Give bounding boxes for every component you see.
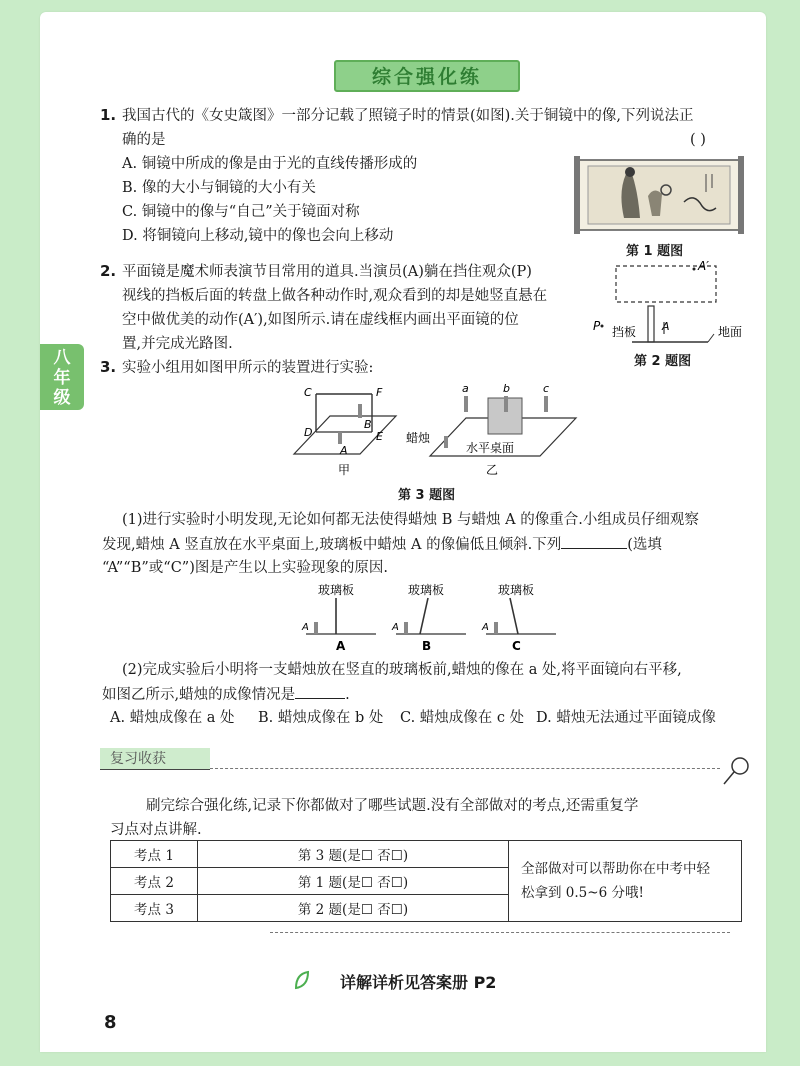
page-number: 8 — [104, 1012, 117, 1033]
q3-jia-label-f: F — [376, 386, 383, 399]
q3-part2-line1: (2)完成实验后小明将一支蜡烛放在竖直的玻璃板前,蜡烛的像在 a 处,将平面镜向右平移, — [122, 662, 682, 678]
table-row — [111, 841, 742, 868]
q3-yi-label-desk: 水平桌面 — [466, 441, 515, 455]
q2-number: 2. — [100, 262, 117, 280]
q3-glass-candle-a: A — [302, 622, 309, 633]
q3-part2-option-b[interactable]: B. 蜡烛成像在 b 处 — [258, 710, 384, 726]
q3-part1-line2-text: 发现,蜡烛 A 竖直放在水平桌面上,玻璃板中蜡烛 A 的像偏低且倾斜.下列 — [102, 537, 562, 553]
q1-stem-line1: 我国古代的《女史箴图》一部分记载了照镜子时的情景(如图).关于铜镜中的像,下列说法正 — [122, 108, 694, 124]
q2-line3: 空中做优美的动作(A′),如图所示.请在虚线框内画出平面镜的位 — [122, 312, 519, 328]
q3-part1-line3: “A”“B”或“C”)图是产生以上实验现象的原因. — [102, 560, 388, 576]
q3-yi-label-b: b — [503, 382, 510, 395]
q3-part2-option-d[interactable]: D. 蜡烛无法通过平面镜成像 — [536, 710, 716, 726]
q3-glass-option-a — [301, 582, 376, 653]
q3-jia-label-c: C — [304, 386, 312, 399]
q3-part2-option-a[interactable]: A. 蜡烛成像在 a 处 — [110, 710, 235, 726]
q3-part2-line2-tail: . — [345, 687, 350, 703]
q3-yi-label-candle: 蜡烛 — [406, 431, 431, 445]
review-text-line2: 习点对点讲解. — [110, 822, 202, 838]
grade-tab-char-3: 级 — [53, 388, 71, 408]
table-cell-point: 考点 1 — [111, 841, 198, 868]
q3-glass-label-a: 玻璃板 — [318, 583, 355, 597]
review-bottom-divider — [270, 932, 730, 933]
table-cell-note — [509, 841, 742, 922]
q3-figure-jia — [290, 380, 410, 480]
q1-option-d[interactable]: D. 将铜镜向上移动,镜中的像也会向上移动 — [122, 228, 394, 244]
q2-label-a: A — [662, 320, 670, 333]
review-divider — [210, 768, 720, 769]
review-text-line1: 刷完综合强化练,记录下你都做对了哪些试题.没有全部做对的考点,还需重复学 — [146, 798, 639, 814]
q2-figure-caption: 第 2 题图 — [634, 354, 692, 369]
q2-line1: 平面镜是魔术师表演节目常用的道具.当演员(A)躺在挡住观众(P) — [122, 264, 532, 280]
table-cell-point: 考点 3 — [111, 895, 198, 922]
q3-glass-candle-c: A — [482, 622, 489, 633]
pushpin-icon — [718, 754, 754, 790]
grade-tab-char-2: 年 — [53, 368, 71, 388]
q3-yi-label-c: c — [543, 382, 550, 395]
q1-stem-line2: 确的是 — [122, 132, 166, 148]
review-heading: 复习收获 — [100, 748, 210, 770]
q3-figure-yi — [404, 380, 584, 480]
q3-glass-label-c: 玻璃板 — [498, 583, 535, 597]
q3-part2-line2 — [102, 684, 350, 705]
table-cell-point: 考点 2 — [111, 868, 198, 895]
q3-jia-name: 甲 — [338, 463, 351, 477]
q3-stem: 实验小组用如图甲所示的装置进行实验: — [122, 360, 374, 376]
q3-part1-answer-blank[interactable] — [561, 534, 627, 549]
grade-side-tab — [40, 344, 84, 410]
q3-number: 3. — [100, 358, 117, 376]
q3-jia-label-b: B — [364, 418, 372, 431]
q3-yi-label-a: a — [462, 382, 469, 395]
q3-part2-line2-text: 如图乙所示,蜡烛的成像情况是 — [102, 687, 296, 703]
table-cell-item[interactable]: 第 2 题(是☐ 否☐) — [198, 895, 509, 922]
q2-figure — [590, 256, 760, 352]
q1-figure-caption: 第 1 题图 — [626, 244, 684, 259]
q2-label-board: 挡板 — [612, 325, 637, 339]
q1-option-c[interactable]: C. 铜镜中的像与“自己”关于镜面对称 — [122, 204, 360, 220]
q3-jia-label-e: E — [376, 430, 383, 443]
q3-glass-option-b — [391, 582, 466, 653]
q2-line2: 视线的挡板后面的转盘上做各种动作时,观众看到的却是她竖直悬在 — [122, 288, 548, 304]
q2-line4: 置,并完成光路图. — [122, 336, 233, 352]
grade-tab-char-1: 八 — [53, 348, 71, 368]
q3-glass-tag-a: A — [336, 639, 346, 653]
section-title: 综合强化练 — [334, 60, 520, 92]
q1-option-b[interactable]: B. 像的大小与铜镜的大小有关 — [122, 180, 316, 196]
q3-part1-line2-tail: (选填 — [627, 537, 662, 553]
review-note-line2: 松拿到 0.5~6 分哦! — [521, 885, 644, 901]
review-record-table — [110, 840, 742, 922]
q3-glass-tag-b: B — [422, 639, 432, 653]
q3-glass-tag-c: C — [512, 639, 521, 653]
q2-label-ground: 地面 — [718, 325, 743, 339]
q1-scroll-figure — [574, 152, 744, 238]
q3-glass-label-b: 玻璃板 — [408, 583, 445, 597]
answer-reference: 详解详析见答案册 P2 — [340, 973, 497, 992]
q2-label-p: P — [593, 319, 601, 333]
q3-part1-line1: (1)进行实验时小明发现,无论如何都无法使得蜡烛 B 与蜡烛 A 的像重合.小组成员仔细观察 — [122, 512, 699, 528]
leaf-icon — [292, 970, 312, 992]
q3-jia-label-a: A — [340, 444, 348, 457]
q3-jia-label-d: D — [304, 426, 313, 439]
q3-part2-option-c[interactable]: C. 蜡烛成像在 c 处 — [400, 710, 525, 726]
q3-glass-option-c — [481, 582, 556, 653]
q3-glass-options-figure — [296, 580, 566, 654]
review-note-line1: 全部做对可以帮助你在中考中轻 — [521, 861, 710, 877]
q1-option-a[interactable]: A. 铜镜中所成的像是由于光的直线传播形成的 — [122, 156, 418, 172]
q3-figure-caption: 第 3 题图 — [398, 488, 456, 503]
q3-part1-line2 — [102, 534, 662, 555]
q3-part2-answer-blank[interactable] — [295, 684, 345, 699]
table-cell-item[interactable]: 第 3 题(是☐ 否☐) — [198, 841, 509, 868]
q2-label-a-prime: A′ — [698, 259, 709, 273]
q3-yi-name: 乙 — [486, 463, 499, 477]
q1-answer-bracket[interactable]: ( ) — [690, 132, 706, 148]
q3-glass-candle-b: A — [392, 622, 399, 633]
table-cell-item[interactable]: 第 1 题(是☐ 否☐) — [198, 868, 509, 895]
q1-number: 1. — [100, 106, 117, 124]
